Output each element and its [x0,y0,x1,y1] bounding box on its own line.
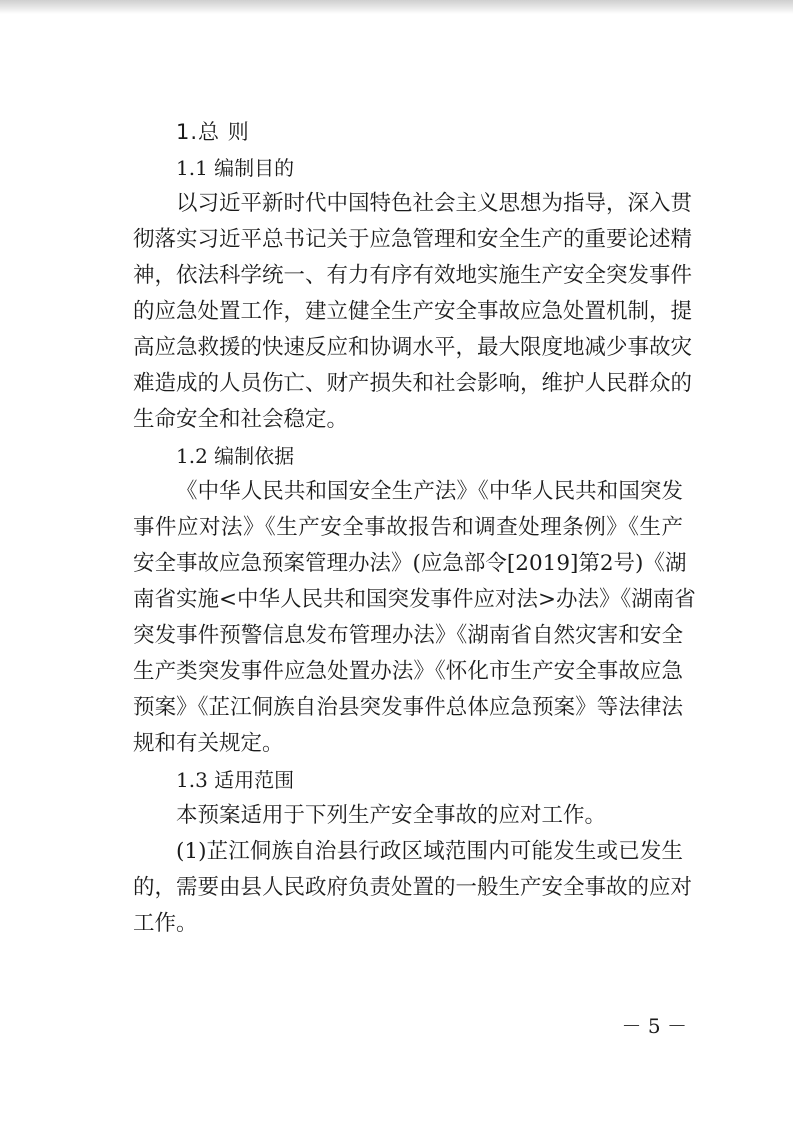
paragraph-line: 事件应对法》《生产安全事故报告和调查处理条例》《生产 [133,515,683,540]
paragraph-line: 神，依法科学统一、有力有序有效地实施生产安全突发事件 [133,263,693,288]
paragraph-line: 安全事故应急预案管理办法》(应急部令[2019]第2号)《湖 [133,551,687,576]
paragraph-line: 本预案适用于下列生产安全事故的应对工作。 [176,803,607,828]
paragraph-line: 难造成的人员伤亡、财产损失和社会影响，维护人民群众的 [133,371,693,396]
paragraph-line: 预案》《芷江侗族自治县突发事件总体应急预案》等法律法 [133,695,683,720]
scan-edge [0,0,793,14]
paragraph-line: 突发事件预警信息发布管理办法》《湖南省自然灾害和安全 [133,623,683,648]
paragraph-line: 的应急处置工作，建立健全生产安全事故应急处置机制，提 [133,299,693,324]
section-1-1-heading: 1.1 编制目的 [176,156,295,180]
paragraph-line: 生产类突发事件应急处置办法》《怀化市生产安全事故应急 [133,659,683,684]
paragraph-line: (1)芷江侗族自治县行政区域范围内可能发生或已发生 [176,839,683,864]
document-body [133,114,696,942]
paragraph-line: 彻落实习近平总书记关于应急管理和安全生产的重要论述精 [133,227,693,252]
paragraph-line: 南省实施<中华人民共和国突发事件应对法>办法》《湖南省 [133,587,696,612]
paragraph-line: 生命安全和社会稳定。 [133,407,349,432]
section-1-2-heading: 1.2 编制依据 [176,444,295,468]
paragraph-line: 的，需要由县人民政府负责处置的一般生产安全事故的应对 [133,875,693,900]
paragraph-line: 工作。 [133,911,198,936]
page-number: － 5 － [621,1014,687,1038]
paragraph-line: 高应急救援的快速反应和协调水平，最大限度地减少事故灾 [133,335,693,360]
section-1-heading: 1.总 则 [176,120,250,144]
section-1-3-heading: 1.3 适用范围 [176,768,295,792]
paragraph-line: 以习近平新时代中国特色社会主义思想为指导，深入贯 [176,191,693,216]
paragraph-line: 规和有关规定。 [133,731,284,756]
paragraph-line: 《中华人民共和国安全生产法》《中华人民共和国突发 [176,479,683,504]
